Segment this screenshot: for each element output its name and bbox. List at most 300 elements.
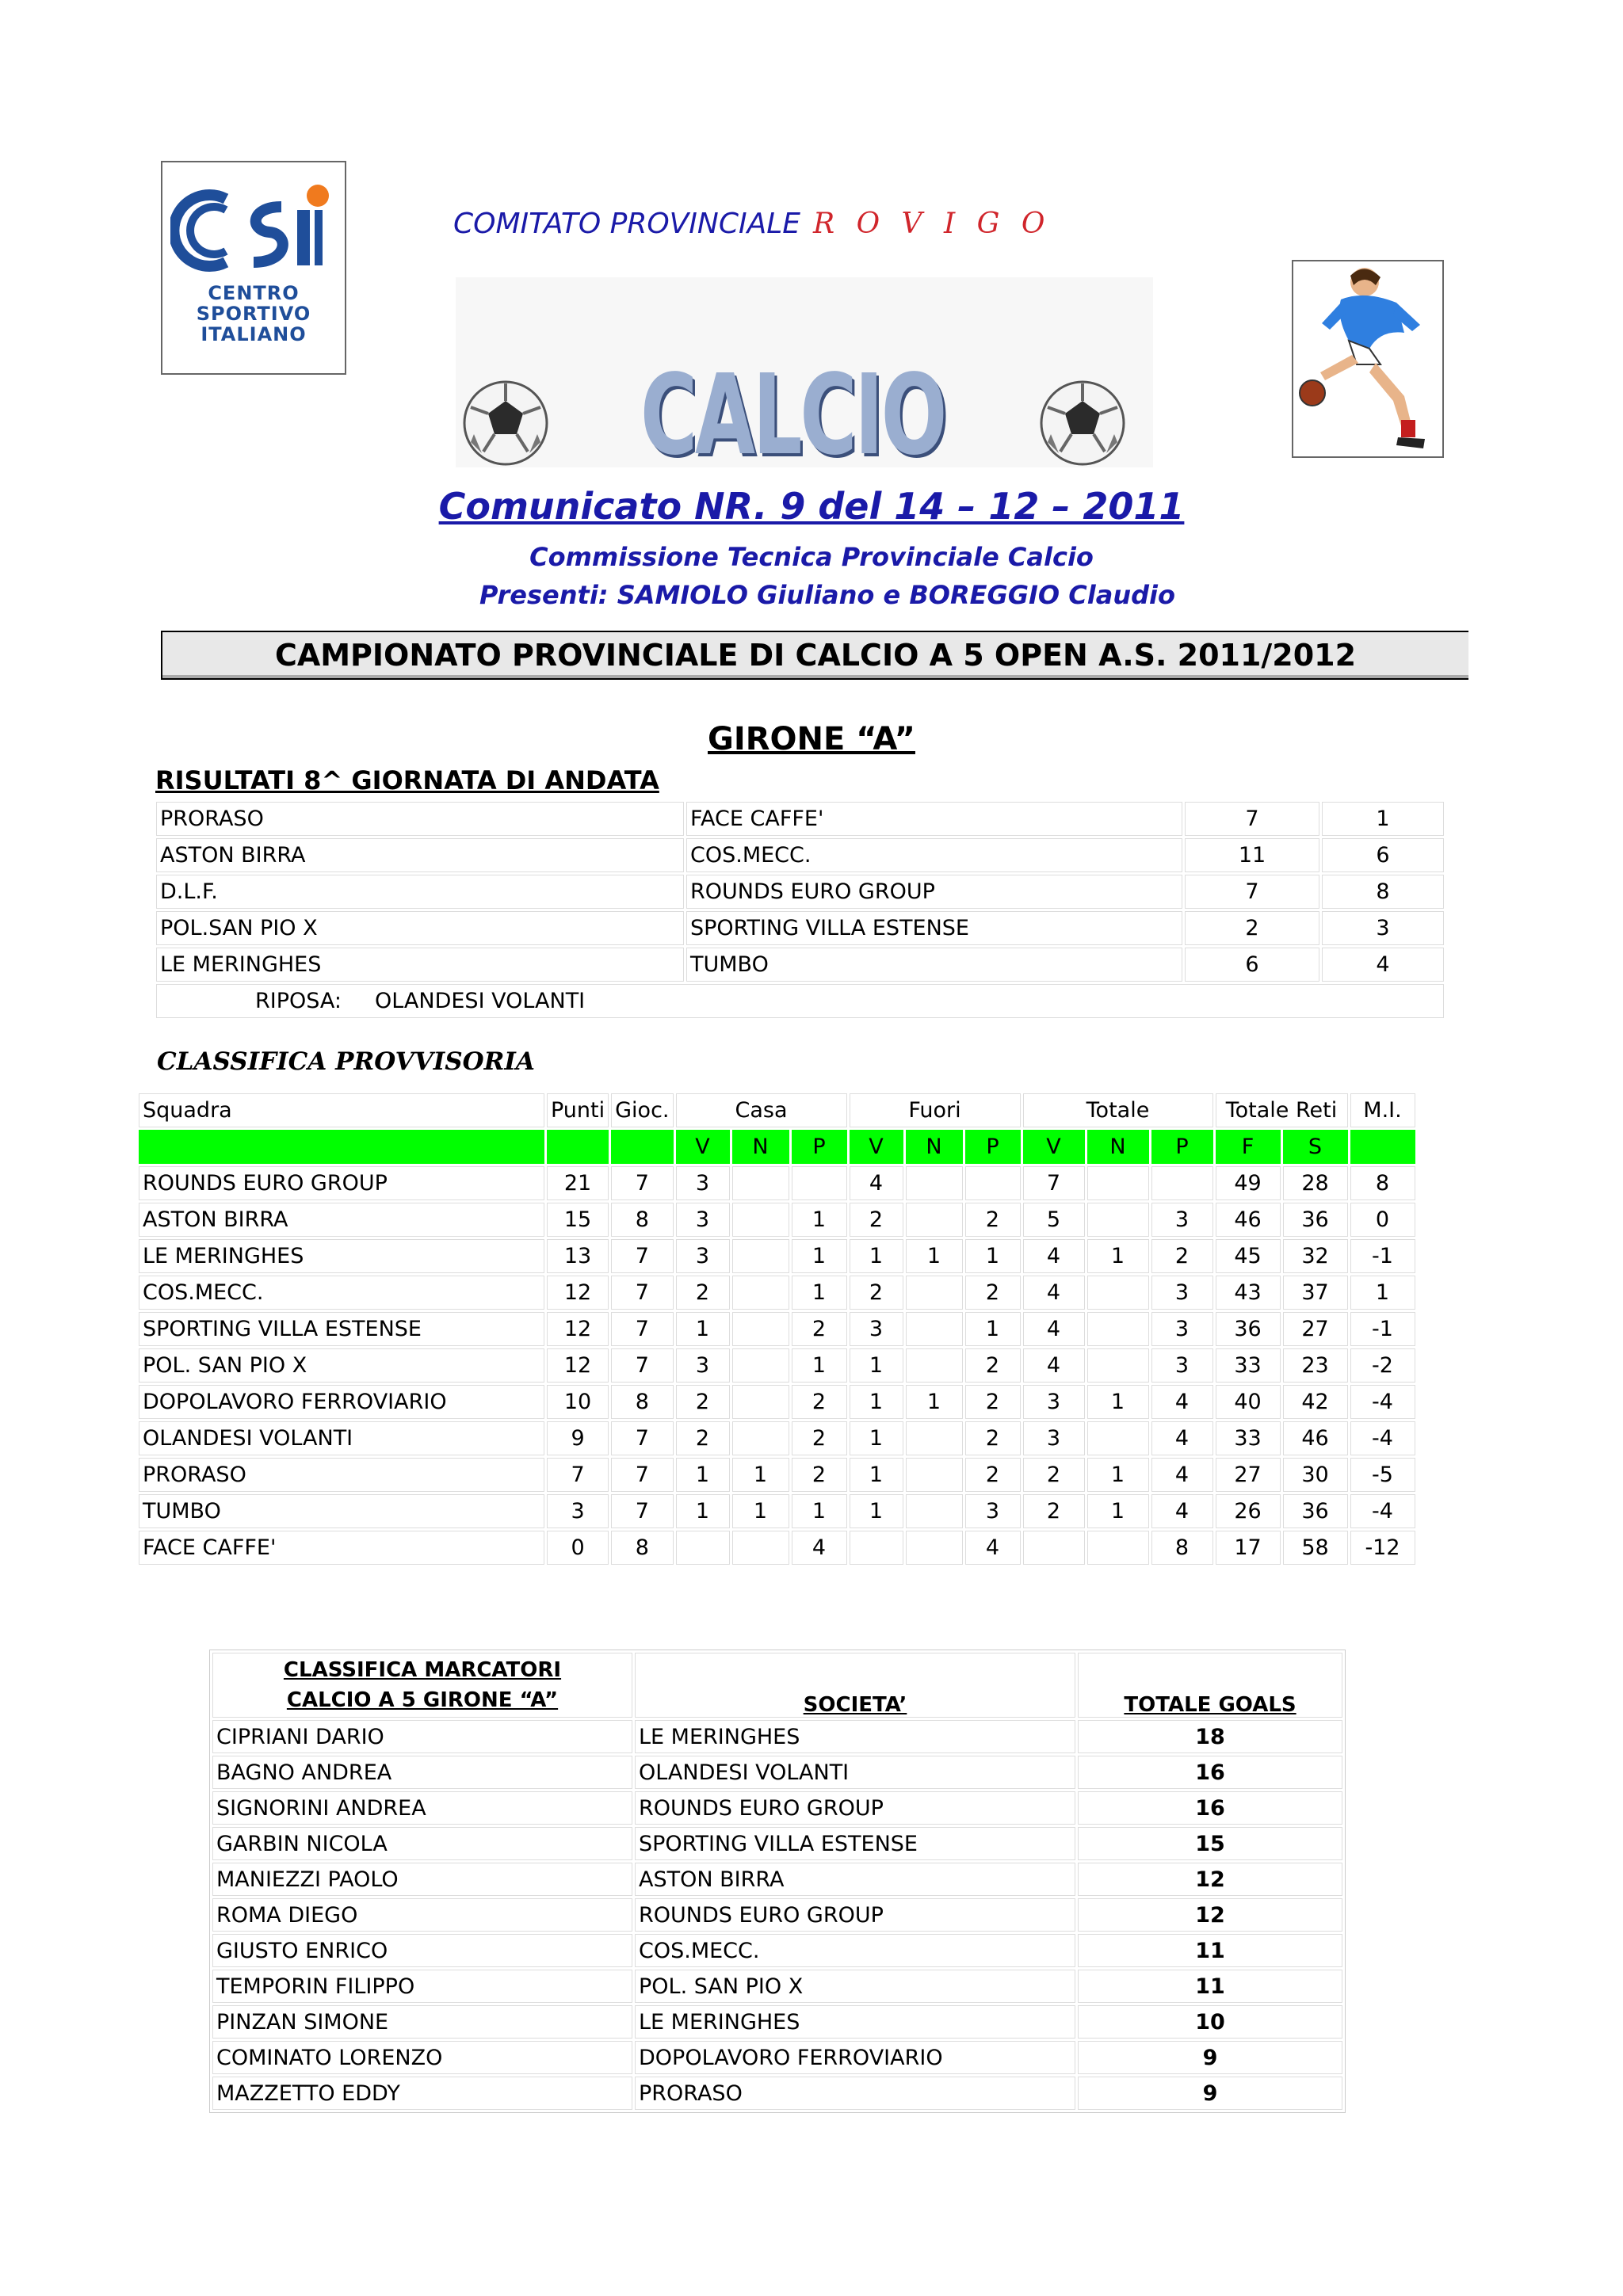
scorer-team: ROUNDS EURO GROUP xyxy=(635,1898,1075,1932)
col-mi: M.I. xyxy=(1350,1093,1415,1127)
standings-team: SPORTING VILLA ESTENSE xyxy=(139,1312,544,1346)
col-totale: Totale xyxy=(1023,1093,1213,1127)
risultati-heading: RISULTATI 8^ GIORNATA DI ANDATA xyxy=(155,765,659,795)
standings-fuori-n: 1 xyxy=(906,1385,963,1419)
standings-reti-s: 46 xyxy=(1283,1421,1348,1455)
standings-casa-v: 2 xyxy=(676,1385,730,1419)
standings-punti: 12 xyxy=(547,1312,609,1346)
scorer-goals: 11 xyxy=(1078,1934,1342,1967)
standings-reti-s: 36 xyxy=(1283,1494,1348,1528)
away-goals: 6 xyxy=(1322,838,1444,872)
standings-tot-n xyxy=(1087,1531,1149,1565)
subheader-cell: N xyxy=(1087,1130,1149,1164)
standings-fuori-p: 1 xyxy=(965,1312,1021,1346)
riposa-cell xyxy=(156,984,1444,1018)
standings-punti: 15 xyxy=(547,1203,609,1237)
col-casa: Casa xyxy=(676,1093,847,1127)
standings-row xyxy=(139,1458,1415,1492)
standings-casa-v: 1 xyxy=(676,1312,730,1346)
standings-casa-v xyxy=(676,1531,730,1565)
standings-team: ASTON BIRRA xyxy=(139,1203,544,1237)
standings-reti-f: 36 xyxy=(1216,1312,1281,1346)
standings-punti: 0 xyxy=(547,1531,609,1565)
standings-tot-v: 4 xyxy=(1023,1239,1085,1273)
standings-gioc: 7 xyxy=(611,1239,673,1273)
standings-casa-n: 1 xyxy=(732,1494,789,1528)
standings-fuori-n xyxy=(906,1458,963,1492)
standings-fuori-v: 1 xyxy=(850,1494,903,1528)
standings-team: LE MERINGHES xyxy=(139,1239,544,1273)
standings-punti: 10 xyxy=(547,1385,609,1419)
standings-team: ROUNDS EURO GROUP xyxy=(139,1166,544,1200)
home-goals: 7 xyxy=(1185,875,1319,909)
home-goals: 6 xyxy=(1185,948,1319,982)
standings-casa-p: 1 xyxy=(792,1348,847,1383)
standings-casa-p: 2 xyxy=(792,1312,847,1346)
scorer-row xyxy=(212,1898,1342,1932)
standings-casa-p: 1 xyxy=(792,1494,847,1528)
standings-team: FACE CAFFE' xyxy=(139,1531,544,1565)
standings-fuori-v: 1 xyxy=(850,1421,903,1455)
scorer-goals: 12 xyxy=(1078,1898,1342,1932)
away-team: SPORTING VILLA ESTENSE xyxy=(686,911,1182,945)
soccer-player-image xyxy=(1292,260,1444,458)
comitato-heading xyxy=(453,208,1051,240)
scorer-name: BAGNO ANDREA xyxy=(212,1756,632,1789)
standings-row xyxy=(139,1531,1415,1565)
standings-reti-f: 33 xyxy=(1216,1348,1281,1383)
scorers-title-line-2: CALCIO A 5 GIRONE “A” xyxy=(286,1688,559,1712)
scorer-name: PINZAN SIMONE xyxy=(212,2005,632,2039)
standings-row xyxy=(139,1348,1415,1383)
standings-fuori-p: 2 xyxy=(965,1348,1021,1383)
standings-fuori-n xyxy=(906,1348,963,1383)
standings-fuori-v: 1 xyxy=(850,1239,903,1273)
scorer-goals: 16 xyxy=(1078,1756,1342,1789)
standings-tot-n xyxy=(1087,1203,1149,1237)
scorer-name: GARBIN NICOLA xyxy=(212,1827,632,1860)
subheader-cell: V xyxy=(1023,1130,1085,1164)
standings-mi: -4 xyxy=(1350,1385,1415,1419)
scorers-title-line-1: CLASSIFICA MARCATORI xyxy=(283,1658,562,1682)
away-goals: 4 xyxy=(1322,948,1444,982)
standings-fuori-v: 2 xyxy=(850,1203,903,1237)
riposa-team: OLANDESI VOLANTI xyxy=(375,989,586,1013)
standings-tot-n xyxy=(1087,1276,1149,1310)
standings-tot-p: 4 xyxy=(1151,1385,1213,1419)
scorer-row xyxy=(212,1863,1342,1896)
standings-mi: 0 xyxy=(1350,1203,1415,1237)
standings-tot-v xyxy=(1023,1531,1085,1565)
standings-fuori-n xyxy=(906,1276,963,1310)
scorer-name: MANIEZZI PAOLO xyxy=(212,1863,632,1896)
city-label: R O V I G O xyxy=(813,208,1052,240)
scorer-name: SIGNORINI ANDREA xyxy=(212,1791,632,1825)
standings-casa-v: 2 xyxy=(676,1276,730,1310)
standings-reti-f: 49 xyxy=(1216,1166,1281,1200)
riposa-label: RIPOSA: xyxy=(255,989,342,1013)
home-goals: 11 xyxy=(1185,838,1319,872)
standings-tot-v: 4 xyxy=(1023,1348,1085,1383)
standings-casa-v: 3 xyxy=(676,1348,730,1383)
standings-casa-n xyxy=(732,1276,789,1310)
riposa-row xyxy=(156,984,1444,1018)
standings-fuori-p: 3 xyxy=(965,1494,1021,1528)
standings-gioc: 7 xyxy=(611,1421,673,1455)
home-team: LE MERINGHES xyxy=(156,948,684,982)
standings-reti-s: 42 xyxy=(1283,1385,1348,1419)
standings-tot-v: 3 xyxy=(1023,1421,1085,1455)
standings-subheader-row xyxy=(139,1130,1415,1164)
standings-tot-p: 8 xyxy=(1151,1531,1213,1565)
standings-tot-p: 3 xyxy=(1151,1348,1213,1383)
scorer-team: LE MERINGHES xyxy=(635,1720,1075,1753)
standings-reti-f: 26 xyxy=(1216,1494,1281,1528)
standings-casa-n xyxy=(732,1531,789,1565)
standings-reti-f: 43 xyxy=(1216,1276,1281,1310)
standings-fuori-v: 1 xyxy=(850,1348,903,1383)
result-row xyxy=(156,838,1444,872)
standings-casa-n xyxy=(732,1312,789,1346)
home-team: D.L.F. xyxy=(156,875,684,909)
scorer-team: PRORASO xyxy=(635,2077,1075,2110)
standings-tot-v: 4 xyxy=(1023,1312,1085,1346)
standings-table xyxy=(136,1091,1418,1567)
standings-team: OLANDESI VOLANTI xyxy=(139,1421,544,1455)
standings-tot-v: 5 xyxy=(1023,1203,1085,1237)
standings-fuori-n: 1 xyxy=(906,1239,963,1273)
standings-casa-v: 2 xyxy=(676,1421,730,1455)
standings-row xyxy=(139,1239,1415,1273)
scorer-goals: 15 xyxy=(1078,1827,1342,1860)
standings-punti: 12 xyxy=(547,1348,609,1383)
subheader-cell: N xyxy=(732,1130,789,1164)
standings-mi: -4 xyxy=(1350,1421,1415,1455)
scorer-row xyxy=(212,1934,1342,1967)
away-goals: 3 xyxy=(1322,911,1444,945)
standings-tot-p: 3 xyxy=(1151,1312,1213,1346)
subheader-blank xyxy=(611,1130,673,1164)
standings-team: PRORASO xyxy=(139,1458,544,1492)
standings-tot-n xyxy=(1087,1166,1149,1200)
comitato-label: COMITATO PROVINCIALE xyxy=(453,208,801,240)
campionato-banner: CAMPIONATO PROVINCIALE DI CALCIO A 5 OPEN A.S. 2011/2012 xyxy=(161,631,1468,680)
csi-logo xyxy=(161,161,346,375)
standings-team: POL. SAN PIO X xyxy=(139,1348,544,1383)
standings-punti: 9 xyxy=(547,1421,609,1455)
col-squadra: Squadra xyxy=(139,1093,544,1127)
standings-tot-v: 7 xyxy=(1023,1166,1085,1200)
standings-row xyxy=(139,1421,1415,1455)
calcio-title: CALCIO xyxy=(640,351,945,480)
standings-fuori-n xyxy=(906,1312,963,1346)
scorer-row xyxy=(212,1970,1342,2003)
standings-mi: -2 xyxy=(1350,1348,1415,1383)
home-goals: 7 xyxy=(1185,802,1319,836)
standings-row xyxy=(139,1276,1415,1310)
soccer-ball-icon xyxy=(1038,379,1127,467)
standings-casa-v: 3 xyxy=(676,1239,730,1273)
standings-punti: 7 xyxy=(547,1458,609,1492)
standings-fuori-n xyxy=(906,1531,963,1565)
away-goals: 1 xyxy=(1322,802,1444,836)
standings-reti-s: 37 xyxy=(1283,1276,1348,1310)
standings-gioc: 8 xyxy=(611,1203,673,1237)
standings-tot-p: 3 xyxy=(1151,1203,1213,1237)
standings-fuori-p: 4 xyxy=(965,1531,1021,1565)
standings-fuori-v xyxy=(850,1531,903,1565)
standings-casa-v: 1 xyxy=(676,1494,730,1528)
subheader-cell: V xyxy=(676,1130,730,1164)
standings-casa-p: 1 xyxy=(792,1203,847,1237)
standings-team: TUMBO xyxy=(139,1494,544,1528)
scorer-team: OLANDESI VOLANTI xyxy=(635,1756,1075,1789)
standings-tot-n: 1 xyxy=(1087,1458,1149,1492)
standings-mi: 8 xyxy=(1350,1166,1415,1200)
standings-fuori-n xyxy=(906,1421,963,1455)
away-team: COS.MECC. xyxy=(686,838,1182,872)
standings-row xyxy=(139,1385,1415,1419)
scorer-team: ASTON BIRRA xyxy=(635,1863,1075,1896)
standings-fuori-p: 2 xyxy=(965,1421,1021,1455)
subheader-cell: V xyxy=(850,1130,903,1164)
scorer-row xyxy=(212,1756,1342,1789)
standings-mi: -12 xyxy=(1350,1531,1415,1565)
standings-tot-p: 4 xyxy=(1151,1421,1213,1455)
scorer-goals: 12 xyxy=(1078,1863,1342,1896)
standings-casa-n xyxy=(732,1385,789,1419)
home-team: POL.SAN PIO X xyxy=(156,911,684,945)
standings-gioc: 8 xyxy=(611,1385,673,1419)
standings-fuori-v: 1 xyxy=(850,1385,903,1419)
home-goals: 2 xyxy=(1185,911,1319,945)
col-gioc: Gioc. xyxy=(611,1093,673,1127)
logo-line-1: CENTRO xyxy=(208,282,300,304)
standings-fuori-n xyxy=(906,1494,963,1528)
subheader-cell: N xyxy=(906,1130,963,1164)
standings-casa-n xyxy=(732,1348,789,1383)
standings-punti: 21 xyxy=(547,1166,609,1200)
result-row xyxy=(156,802,1444,836)
away-team: TUMBO xyxy=(686,948,1182,982)
classifica-heading: CLASSIFICA PROVVISORIA xyxy=(157,1047,535,1076)
scorer-goals: 9 xyxy=(1078,2041,1342,2074)
standings-team: DOPOLAVORO FERROVIARIO xyxy=(139,1385,544,1419)
standings-casa-p: 1 xyxy=(792,1276,847,1310)
subheader-blank xyxy=(1350,1130,1415,1164)
scorer-goals: 9 xyxy=(1078,2077,1342,2110)
standings-fuori-v: 4 xyxy=(850,1166,903,1200)
standings-row xyxy=(139,1494,1415,1528)
subheader-cell: S xyxy=(1283,1130,1348,1164)
standings-casa-p: 1 xyxy=(792,1239,847,1273)
standings-fuori-p: 2 xyxy=(965,1458,1021,1492)
scorer-name: ROMA DIEGO xyxy=(212,1898,632,1932)
standings-reti-s: 27 xyxy=(1283,1312,1348,1346)
col-punti: Punti xyxy=(547,1093,609,1127)
standings-gioc: 7 xyxy=(611,1494,673,1528)
standings-casa-v: 3 xyxy=(676,1203,730,1237)
standings-row xyxy=(139,1166,1415,1200)
standings-fuori-v: 1 xyxy=(850,1458,903,1492)
col-fuori: Fuori xyxy=(850,1093,1021,1127)
result-row xyxy=(156,875,1444,909)
subheader-cell: P xyxy=(1151,1130,1213,1164)
scorer-goals: 11 xyxy=(1078,1970,1342,2003)
csi-logo-mark xyxy=(170,183,337,278)
scorer-row xyxy=(212,2077,1342,2110)
standings-fuori-p: 1 xyxy=(965,1239,1021,1273)
standings-casa-n: 1 xyxy=(732,1458,789,1492)
scorer-team: POL. SAN PIO X xyxy=(635,1970,1075,2003)
scorers-title-cell xyxy=(212,1653,632,1718)
away-team: FACE CAFFE' xyxy=(686,802,1182,836)
standings-reti-f: 17 xyxy=(1216,1531,1281,1565)
scorer-row xyxy=(212,1720,1342,1753)
standings-reti-s: 36 xyxy=(1283,1203,1348,1237)
standings-gioc: 7 xyxy=(611,1166,673,1200)
standings-header-row xyxy=(139,1093,1415,1127)
col-totale-reti: Totale Reti xyxy=(1216,1093,1348,1127)
standings-tot-p: 4 xyxy=(1151,1494,1213,1528)
result-row xyxy=(156,911,1444,945)
standings-fuori-p: 2 xyxy=(965,1203,1021,1237)
standings-tot-v: 2 xyxy=(1023,1494,1085,1528)
subheader-cell: F xyxy=(1216,1130,1281,1164)
standings-casa-n xyxy=(732,1203,789,1237)
standings-tot-n xyxy=(1087,1348,1149,1383)
soccer-ball-icon xyxy=(461,379,550,467)
standings-casa-v: 3 xyxy=(676,1166,730,1200)
standings-tot-v: 4 xyxy=(1023,1276,1085,1310)
standings-tot-v: 2 xyxy=(1023,1458,1085,1492)
scorers-table xyxy=(209,1650,1346,2113)
standings-casa-p: 2 xyxy=(792,1421,847,1455)
standings-row xyxy=(139,1312,1415,1346)
standings-team: COS.MECC. xyxy=(139,1276,544,1310)
comunicato-title: Comunicato NR. 9 del 14 – 12 – 2011 xyxy=(438,485,1185,528)
standings-fuori-n xyxy=(906,1203,963,1237)
scorer-goals: 18 xyxy=(1078,1720,1342,1753)
standings-mi: -1 xyxy=(1350,1312,1415,1346)
results-table xyxy=(154,799,1446,1020)
scorers-goals-header: TOTALE GOALS xyxy=(1078,1653,1342,1718)
standings-casa-v: 1 xyxy=(676,1458,730,1492)
standings-reti-f: 27 xyxy=(1216,1458,1281,1492)
standings-mi: -1 xyxy=(1350,1239,1415,1273)
scorer-name: TEMPORIN FILIPPO xyxy=(212,1970,632,2003)
subheader-blank xyxy=(547,1130,609,1164)
standings-tot-n xyxy=(1087,1421,1149,1455)
standings-reti-f: 46 xyxy=(1216,1203,1281,1237)
standings-punti: 13 xyxy=(547,1239,609,1273)
standings-casa-p xyxy=(792,1166,847,1200)
standings-reti-f: 45 xyxy=(1216,1239,1281,1273)
standings-tot-p xyxy=(1151,1166,1213,1200)
scorer-row xyxy=(212,1827,1342,1860)
standings-tot-p: 4 xyxy=(1151,1458,1213,1492)
standings-casa-n xyxy=(732,1421,789,1455)
home-team: ASTON BIRRA xyxy=(156,838,684,872)
standings-fuori-v: 3 xyxy=(850,1312,903,1346)
standings-tot-v: 3 xyxy=(1023,1385,1085,1419)
standings-tot-n: 1 xyxy=(1087,1494,1149,1528)
scorers-societa-header: SOCIETA’ xyxy=(635,1653,1075,1718)
scorer-row xyxy=(212,2041,1342,2074)
standings-tot-p: 2 xyxy=(1151,1239,1213,1273)
standings-casa-n xyxy=(732,1166,789,1200)
standings-casa-n xyxy=(732,1239,789,1273)
standings-mi: -5 xyxy=(1350,1458,1415,1492)
subheader-cell: P xyxy=(792,1130,847,1164)
standings-punti: 3 xyxy=(547,1494,609,1528)
standings-reti-s: 58 xyxy=(1283,1531,1348,1565)
standings-gioc: 8 xyxy=(611,1531,673,1565)
scorer-goals: 16 xyxy=(1078,1791,1342,1825)
standings-tot-n xyxy=(1087,1312,1149,1346)
result-row xyxy=(156,948,1444,982)
subheader-blank xyxy=(139,1130,544,1164)
standings-gioc: 7 xyxy=(611,1312,673,1346)
away-goals: 8 xyxy=(1322,875,1444,909)
scorer-name: GIUSTO ENRICO xyxy=(212,1934,632,1967)
standings-gioc: 7 xyxy=(611,1458,673,1492)
standings-reti-s: 28 xyxy=(1283,1166,1348,1200)
standings-reti-f: 40 xyxy=(1216,1385,1281,1419)
standings-tot-p: 3 xyxy=(1151,1276,1213,1310)
logo-line-3: ITALIANO xyxy=(200,323,307,345)
logo-line-2: SPORTIVO xyxy=(196,303,311,325)
scorer-name: COMINATO LORENZO xyxy=(212,2041,632,2074)
scorers-header-row xyxy=(212,1653,1342,1718)
scorer-team: DOPOLAVORO FERROVIARIO xyxy=(635,2041,1075,2074)
standings-reti-f: 33 xyxy=(1216,1421,1281,1455)
standings-reti-s: 30 xyxy=(1283,1458,1348,1492)
standings-gioc: 7 xyxy=(611,1348,673,1383)
scorer-team: SPORTING VILLA ESTENSE xyxy=(635,1827,1075,1860)
presenti-line: Presenti: SAMIOLO Giuliano e BOREGGIO Claudio xyxy=(479,580,1175,610)
standings-fuori-n xyxy=(906,1166,963,1200)
standings-gioc: 7 xyxy=(611,1276,673,1310)
scorer-team: ROUNDS EURO GROUP xyxy=(635,1791,1075,1825)
standings-mi: 1 xyxy=(1350,1276,1415,1310)
standings-casa-p: 2 xyxy=(792,1385,847,1419)
home-team: PRORASO xyxy=(156,802,684,836)
away-team: ROUNDS EURO GROUP xyxy=(686,875,1182,909)
standings-tot-n: 1 xyxy=(1087,1385,1149,1419)
standings-casa-p: 2 xyxy=(792,1458,847,1492)
standings-fuori-p xyxy=(965,1166,1021,1200)
scorer-name: CIPRIANI DARIO xyxy=(212,1720,632,1753)
standings-casa-p: 4 xyxy=(792,1531,847,1565)
subheader-cell: P xyxy=(965,1130,1021,1164)
standings-mi: -4 xyxy=(1350,1494,1415,1528)
scorer-row xyxy=(212,2005,1342,2039)
standings-reti-s: 23 xyxy=(1283,1348,1348,1383)
girone-heading: GIRONE “A” xyxy=(708,721,915,757)
standings-reti-s: 32 xyxy=(1283,1239,1348,1273)
standings-fuori-v: 2 xyxy=(850,1276,903,1310)
commissione-line: Commissione Tecnica Provinciale Calcio xyxy=(529,542,1094,572)
scorer-team: COS.MECC. xyxy=(635,1934,1075,1967)
scorer-goals: 10 xyxy=(1078,2005,1342,2039)
scorer-row xyxy=(212,1791,1342,1825)
scorer-name: MAZZETTO EDDY xyxy=(212,2077,632,2110)
standings-row xyxy=(139,1203,1415,1237)
standings-fuori-p: 2 xyxy=(965,1276,1021,1310)
standings-tot-n: 1 xyxy=(1087,1239,1149,1273)
standings-punti: 12 xyxy=(547,1276,609,1310)
